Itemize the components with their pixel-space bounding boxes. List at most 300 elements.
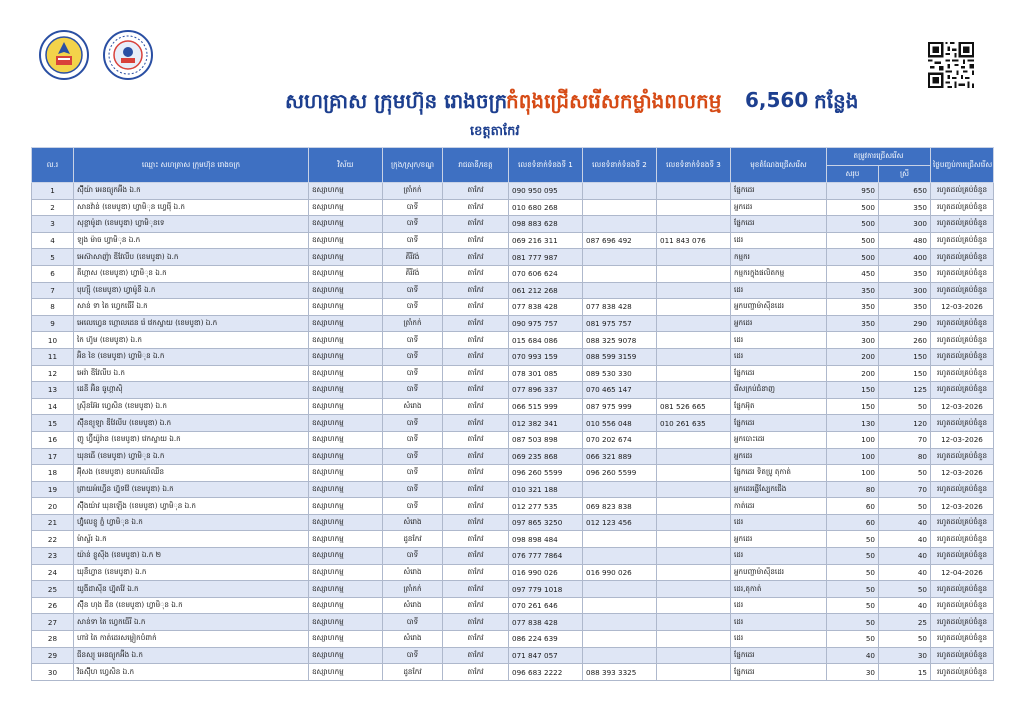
- cell-district: ត្រាំកក់: [383, 581, 443, 598]
- cell-province: តាកែវ: [443, 647, 509, 664]
- cell-deadline: រហូតដល់គ្រប់ចំនួន: [931, 631, 994, 648]
- cell-province: តាកែវ: [443, 581, 509, 598]
- cell-total: 150: [827, 382, 879, 399]
- cell-phone3: [657, 216, 731, 233]
- cell-province: តាកែវ: [443, 365, 509, 382]
- cell-district: បាទី: [383, 232, 443, 249]
- table-row: [32, 199, 994, 216]
- cell-sector: ឧស្សាហកម្ម: [309, 265, 383, 282]
- cell-phone1: 081 777 987: [509, 249, 583, 266]
- qr-code-icon[interactable]: [928, 42, 974, 88]
- cell-deadline: 12-03-2026: [931, 465, 994, 482]
- cell-phone2: 096 260 5599: [583, 465, 657, 482]
- cell-district: បាទី: [383, 614, 443, 631]
- cell-sector: ឧស្សាហកម្ម: [309, 614, 383, 631]
- cell-district: បាទី: [383, 348, 443, 365]
- cell-deadline: រហូតដល់គ្រប់ចំនួន: [931, 647, 994, 664]
- cell-female: 40: [879, 514, 931, 531]
- cell-province: តាកែវ: [443, 282, 509, 299]
- cell-total: 100: [827, 431, 879, 448]
- cell-phone1: 069 235 868: [509, 448, 583, 465]
- title-row: [0, 88, 1024, 116]
- table-row: [32, 448, 994, 465]
- cell-phone2: [583, 614, 657, 631]
- cell-sector: ឧស្សាហកម្ម: [309, 183, 383, 200]
- cell-total: 50: [827, 548, 879, 565]
- cell-province: តាកែវ: [443, 448, 509, 465]
- cell-district: សំរោង: [383, 564, 443, 581]
- cell-phone1: 061 212 268: [509, 282, 583, 299]
- cell-sector: ឧស្សាហកម្ម: [309, 232, 383, 249]
- cell-phone2: 088 393 3325: [583, 664, 657, 681]
- cell-no: 13: [32, 382, 74, 399]
- cell-total: 200: [827, 348, 879, 365]
- cell-sector: ឧស្សាហកម្ម: [309, 448, 383, 465]
- cell-sector: ឧស្សាហកម្ម: [309, 249, 383, 266]
- cell-phone1: 097 865 3250: [509, 514, 583, 531]
- cell-deadline: រហូតដល់គ្រប់ចំនួន: [931, 614, 994, 631]
- cell-name: ម៉ាស្ទ័រ ឯ.ក: [74, 531, 309, 548]
- cell-deadline: រហូតដល់គ្រប់ចំនួន: [931, 199, 994, 216]
- cell-sector: ឧស្សាហកម្ម: [309, 332, 383, 349]
- cell-phone2: [583, 531, 657, 548]
- cell-deadline: រហូតដល់គ្រប់ចំនួន: [931, 597, 994, 614]
- col-header-deadline: ថ្ងៃបញ្ចប់ការជ្រើសរើស: [931, 148, 994, 183]
- cell-district: បាទី: [383, 448, 443, 465]
- cell-deadline: រហូតដល់គ្រប់ចំនួន: [931, 249, 994, 266]
- cell-position: អ្នកដេរ: [731, 448, 827, 465]
- cell-sector: ឧស្សាហកម្ម: [309, 597, 383, 614]
- cell-district: បាទី: [383, 199, 443, 216]
- cell-sector: ឧស្សាហកម្ម: [309, 465, 383, 482]
- col-header-total: សរុប: [827, 166, 879, 183]
- cell-province: តាកែវ: [443, 398, 509, 415]
- cell-female: 50: [879, 498, 931, 515]
- cell-no: 18: [32, 465, 74, 482]
- cell-province: តាកែវ: [443, 614, 509, 631]
- cell-phone1: 066 515 999: [509, 398, 583, 415]
- table-row: [32, 282, 994, 299]
- cell-district: បាទី: [383, 647, 443, 664]
- cell-province: តាកែវ: [443, 664, 509, 681]
- cell-phone1: 097 779 1018: [509, 581, 583, 598]
- table-row: [32, 614, 994, 631]
- cell-deadline: រហូតដល់គ្រប់ចំនួន: [931, 548, 994, 565]
- cell-district: បាទី: [383, 282, 443, 299]
- cell-deadline: 12-03-2026: [931, 498, 994, 515]
- cell-name: វិធស៊ុីហ ហ្វេសិន ឯ.ក: [74, 664, 309, 681]
- cell-phone3: [657, 548, 731, 565]
- cell-no: 19: [32, 481, 74, 498]
- cell-no: 25: [32, 581, 74, 598]
- table-row: [32, 398, 994, 415]
- cell-district: ដូនកែវ: [383, 664, 443, 681]
- cell-position: អ្នកដេរ: [731, 531, 827, 548]
- cell-name: ឃុនធើ (ខេមបូឌា) ហ្វាមិុន ឯ.ក: [74, 448, 309, 465]
- cell-no: 29: [32, 647, 74, 664]
- cell-no: 11: [32, 348, 74, 365]
- cell-province: តាកែវ: [443, 183, 509, 200]
- cell-name: យ៉ាន់ ខ្លូស៊ីង (ខេមបូឌា) ឯ.ក ២: [74, 548, 309, 565]
- cell-phone3: [657, 315, 731, 332]
- table-row: [32, 664, 994, 681]
- cell-phone1: 096 683 2222: [509, 664, 583, 681]
- cell-province: តាកែវ: [443, 631, 509, 648]
- cell-phone1: 015 684 086: [509, 332, 583, 349]
- cell-total: 100: [827, 465, 879, 482]
- cell-total: 500: [827, 232, 879, 249]
- cell-total: 150: [827, 398, 879, 415]
- cell-name: អ៊ិន ខៃ (ខេមបូឌា) ហ្វាមិុន ឯ.ក: [74, 348, 309, 365]
- cell-phone3: [657, 481, 731, 498]
- cell-name: ស៊ុីន ហុង ជីន (ខេមបូឌា) ហ្វាមិុន ឯ.ក: [74, 597, 309, 614]
- cell-deadline: រហូតដល់គ្រប់ចំនួន: [931, 514, 994, 531]
- cell-deadline: រហូតដល់គ្រប់ចំនួន: [931, 481, 994, 498]
- cell-no: 14: [32, 398, 74, 415]
- cell-position: ផ្នែកអ៊ុត: [731, 398, 827, 415]
- cell-phone1: 016 990 026: [509, 564, 583, 581]
- cell-phone2: 089 530 330: [583, 365, 657, 382]
- cell-phone2: 070 465 147: [583, 382, 657, 399]
- col-header-female: ស្រី: [879, 166, 931, 183]
- cell-phone2: [583, 548, 657, 565]
- cell-no: 21: [32, 514, 74, 531]
- ministry-logo-icon: [39, 30, 89, 80]
- cell-position: កាត់ដេរ: [731, 498, 827, 515]
- cell-phone2: 088 325 9078: [583, 332, 657, 349]
- cell-phone2: [583, 282, 657, 299]
- cell-no: 30: [32, 664, 74, 681]
- cell-district: បាទី: [383, 481, 443, 498]
- cell-deadline: រហូតដល់គ្រប់ចំនួន: [931, 382, 994, 399]
- cell-province: តាកែវ: [443, 465, 509, 482]
- cell-province: តាកែវ: [443, 514, 509, 531]
- cell-female: 50: [879, 581, 931, 598]
- cell-phone2: 088 599 3159: [583, 348, 657, 365]
- cell-female: 300: [879, 282, 931, 299]
- cell-no: 24: [32, 564, 74, 581]
- cell-no: 8: [32, 299, 74, 316]
- cell-position: ដេរ,តុកាត់: [731, 581, 827, 598]
- cell-phone3: [657, 614, 731, 631]
- cell-female: 80: [879, 448, 931, 465]
- cell-phone2: 010 556 048: [583, 415, 657, 432]
- cell-position: អ្នកដេរ: [731, 315, 827, 332]
- cell-no: 26: [32, 597, 74, 614]
- cell-phone2: [583, 265, 657, 282]
- cell-province: តាកែវ: [443, 315, 509, 332]
- cell-female: 120: [879, 415, 931, 432]
- cell-phone2: [583, 199, 657, 216]
- page-title-recruiting: កំពុងជ្រើសរើសកម្លាំងពលកម្ម: [506, 89, 722, 113]
- table-row: [32, 265, 994, 282]
- cell-total: 500: [827, 216, 879, 233]
- cell-phone1: 070 606 624: [509, 265, 583, 282]
- cell-position: អ្នកដេរ: [731, 199, 827, 216]
- cell-phone1: 098 883 628: [509, 216, 583, 233]
- cell-name: ញូ ហ្វ៊ីយ៉ូរ៉ាន (ខេមបូឌា) វេកស្ទាយ ឯ.ក: [74, 431, 309, 448]
- table-body: [32, 183, 994, 681]
- cell-phone3: [657, 647, 731, 664]
- cell-phone2: 087 696 492: [583, 232, 657, 249]
- cell-sector: ឧស្សាហកម្ម: [309, 631, 383, 648]
- cell-female: 40: [879, 564, 931, 581]
- cell-no: 15: [32, 415, 74, 432]
- cell-female: 650: [879, 183, 931, 200]
- cell-deadline: 12-03-2026: [931, 431, 994, 448]
- table-row: [32, 631, 994, 648]
- cell-phone3: 081 526 665: [657, 398, 731, 415]
- cell-position: ដេរ: [731, 332, 827, 349]
- cell-total: 100: [827, 448, 879, 465]
- cell-name: អេរ៉ា ឌីវែលីប ឯ.ក: [74, 365, 309, 382]
- col-header-sector: វិស័យ: [309, 148, 383, 183]
- cell-phone2: [583, 216, 657, 233]
- col-header-needed: តម្រូវការជ្រើសរើស: [827, 148, 931, 166]
- cell-district: បាទី: [383, 548, 443, 565]
- cell-deadline: រហូតដល់គ្រប់ចំនួន: [931, 365, 994, 382]
- cell-province: តាកែវ: [443, 232, 509, 249]
- cell-phone3: [657, 282, 731, 299]
- cell-district: បាទី: [383, 365, 443, 382]
- cell-position: ផ្នែកដេរ: [731, 647, 827, 664]
- cell-total: 50: [827, 581, 879, 598]
- cell-female: 150: [879, 365, 931, 382]
- cell-position: កម្មករ: [731, 249, 827, 266]
- positions-unit: កន្លែង: [814, 89, 859, 113]
- cell-no: 12: [32, 365, 74, 382]
- cell-name: សានវ៉ាន់ (ខេមបូឌា) ហ្វាមិុន ហ្វេរ៉ើ ឯ.ក: [74, 199, 309, 216]
- cell-total: 50: [827, 614, 879, 631]
- cell-deadline: រហូតដល់គ្រប់ចំនួន: [931, 664, 994, 681]
- cell-total: 200: [827, 365, 879, 382]
- cell-name: យូងីដាស៊ីន ហ្វ៊ុតវ៉ែ ឯ.ក: [74, 581, 309, 598]
- table-row: [32, 332, 994, 349]
- cell-name: សាន់ ទា តៃ ហ្វេកធើរី ឯ.ក: [74, 299, 309, 316]
- col-header-phone2: លេខទំនាក់ទំនងទី 2: [583, 148, 657, 183]
- cell-district: គីរីវង់: [383, 249, 443, 266]
- cell-district: ត្រាំកក់: [383, 315, 443, 332]
- cell-sector: ឧស្សាហកម្ម: [309, 664, 383, 681]
- cell-phone3: [657, 249, 731, 266]
- cell-position: អ្នកបញ្ជាម៉ាស៊ីនដេរ: [731, 299, 827, 316]
- cell-deadline: រហូតដល់គ្រប់ចំនួន: [931, 448, 994, 465]
- cell-no: 6: [32, 265, 74, 282]
- cell-no: 22: [32, 531, 74, 548]
- cell-phone3: [657, 183, 731, 200]
- cell-phone2: 012 123 456: [583, 514, 657, 531]
- table-row: [32, 249, 994, 266]
- cell-province: តាកែវ: [443, 332, 509, 349]
- cell-phone1: 086 224 639: [509, 631, 583, 648]
- cell-phone2: [583, 183, 657, 200]
- cell-province: តាកែវ: [443, 531, 509, 548]
- cell-name: ឡុង ម៉ាច ហ្វាមិុន ឯ.ក: [74, 232, 309, 249]
- cell-phone1: 012 382 341: [509, 415, 583, 432]
- cell-sector: ឧស្សាហកម្ម: [309, 415, 383, 432]
- cell-phone1: 098 898 484: [509, 531, 583, 548]
- cell-name: សុខ្ទាម៉ូដា (ខេមបូឌា) ហ្វាមិុនទេ: [74, 216, 309, 233]
- col-header-no: ល.រ: [32, 148, 74, 183]
- cell-female: 50: [879, 398, 931, 415]
- cell-sector: ឧស្សាហកម្ម: [309, 431, 383, 448]
- job-openings-table: [31, 147, 994, 681]
- cell-district: បាទី: [383, 299, 443, 316]
- cell-total: 60: [827, 514, 879, 531]
- cell-no: 7: [32, 282, 74, 299]
- cell-province: តាកែវ: [443, 249, 509, 266]
- cell-province: តាកែវ: [443, 415, 509, 432]
- cell-position: ផ្នែកដេរ: [731, 415, 827, 432]
- table-row: [32, 581, 994, 598]
- cell-district: សំរោង: [383, 398, 443, 415]
- cell-name: ស្រ៊ីនអ៊ែរ ហ្វេសិន (ខេមបូឌា) ឯ.ក: [74, 398, 309, 415]
- cell-position: ដេរ: [731, 597, 827, 614]
- cell-phone2: 077 838 428: [583, 299, 657, 316]
- cell-female: 400: [879, 249, 931, 266]
- table-row: [32, 348, 994, 365]
- cell-phone1: 090 975 757: [509, 315, 583, 332]
- cell-female: 25: [879, 614, 931, 631]
- cell-name: កៃ ហ៊ូម (ខេមបូឌា) ឯ.ក: [74, 332, 309, 349]
- table-row: [32, 564, 994, 581]
- cell-female: 350: [879, 299, 931, 316]
- cell-female: 70: [879, 431, 931, 448]
- cell-name: ព្រាយអ៉ហ្វើន ហ្វ៊ុទវ៉ែ (ខេមបូឌា) ឯ.ក: [74, 481, 309, 498]
- cell-district: សំរោង: [383, 597, 443, 614]
- agency-logo-icon: [103, 30, 153, 80]
- cell-name: ស៊ុីយ៉ា អេនធ្យូកអ៊ីង ឯ.ក: [74, 183, 309, 200]
- cell-female: 15: [879, 664, 931, 681]
- cell-district: បាទី: [383, 498, 443, 515]
- cell-total: 350: [827, 315, 879, 332]
- cell-total: 350: [827, 282, 879, 299]
- cell-position: ផ្នែកដេរ ទិតប្រូ តុកាត់: [731, 465, 827, 482]
- table-row: [32, 465, 994, 482]
- cell-sector: ឧស្សាហកម្ម: [309, 315, 383, 332]
- cell-no: 17: [32, 448, 74, 465]
- cell-position: ដេរ: [731, 282, 827, 299]
- cell-phone1: 076 777 7864: [509, 548, 583, 565]
- cell-position: ដេរ: [731, 232, 827, 249]
- table-row: [32, 415, 994, 432]
- col-header-district: ក្រុង/ស្រុក/ខណ្ឌ: [383, 148, 443, 183]
- cell-phone3: [657, 332, 731, 349]
- cell-phone1: 090 950 095: [509, 183, 583, 200]
- table-row: [32, 548, 994, 565]
- cell-female: 40: [879, 597, 931, 614]
- cell-female: 350: [879, 199, 931, 216]
- table-row: [32, 232, 994, 249]
- cell-deadline: រហូតដល់គ្រប់ចំនួន: [931, 265, 994, 282]
- cell-phone1: 070 261 646: [509, 597, 583, 614]
- cell-sector: ឧស្សាហកម្ម: [309, 531, 383, 548]
- table-row: [32, 514, 994, 531]
- cell-position: អ្នកដេរផ្លើស្បែកជើង: [731, 481, 827, 498]
- cell-total: 30: [827, 664, 879, 681]
- cell-phone2: 070 202 674: [583, 431, 657, 448]
- cell-no: 5: [32, 249, 74, 266]
- table-row: [32, 216, 994, 233]
- cell-position: ដេរ: [731, 348, 827, 365]
- table-row: [32, 481, 994, 498]
- col-header-phone3: លេខទំនាក់ទំនងទី 3: [657, 148, 731, 183]
- cell-phone1: 010 321 188: [509, 481, 583, 498]
- table-row: [32, 299, 994, 316]
- cell-sector: ឧស្សាហកម្ម: [309, 282, 383, 299]
- cell-name: អ៊ុីសង (ខេមបូឌា) ឧបករណ៍ឈីន: [74, 465, 309, 482]
- cell-name: គីហ្គាស (ខេមបូឌា) ហ្វាមិុន ឯ.ក: [74, 265, 309, 282]
- cell-deadline: រហូតដល់គ្រប់ចំនួន: [931, 315, 994, 332]
- cell-phone1: 069 216 311: [509, 232, 583, 249]
- cell-no: 4: [32, 232, 74, 249]
- cell-phone3: [657, 448, 731, 465]
- cell-position: ផ្នែកដេរ: [731, 365, 827, 382]
- cell-position: អ្នកបញ្ជាម៉ាស៊ីនដេរ: [731, 564, 827, 581]
- cell-deadline: 12-04-2026: [931, 564, 994, 581]
- cell-phone2: [583, 597, 657, 614]
- col-header-position: មុខតំណែងជ្រើសរើស: [731, 148, 827, 183]
- cell-province: តាកែវ: [443, 216, 509, 233]
- cell-phone2: [583, 631, 657, 648]
- table-row: [32, 498, 994, 515]
- cell-no: 9: [32, 315, 74, 332]
- cell-phone2: [583, 249, 657, 266]
- cell-phone3: [657, 597, 731, 614]
- cell-total: 950: [827, 183, 879, 200]
- cell-no: 23: [32, 548, 74, 565]
- cell-province: តាកែវ: [443, 431, 509, 448]
- cell-sector: ឧស្សាហកម្ម: [309, 199, 383, 216]
- cell-sector: ឧស្សាហកម្ម: [309, 581, 383, 598]
- cell-no: 1: [32, 183, 74, 200]
- cell-name: ឃុនឹហ្វាន (ខេមបូឌា) ឯ.ក: [74, 564, 309, 581]
- cell-total: 350: [827, 299, 879, 316]
- cell-position: ផ្នែកដេរ: [731, 183, 827, 200]
- table-row: [32, 647, 994, 664]
- cell-sector: ឧស្សាហកម្ម: [309, 216, 383, 233]
- cell-total: 40: [827, 647, 879, 664]
- cell-total: 450: [827, 265, 879, 282]
- cell-no: 2: [32, 199, 74, 216]
- cell-phone2: 087 975 999: [583, 398, 657, 415]
- cell-position: អ្នកបោះដេរ: [731, 431, 827, 448]
- cell-deadline: រហូតដល់គ្រប់ចំនួន: [931, 348, 994, 365]
- cell-total: 50: [827, 531, 879, 548]
- cell-female: 40: [879, 548, 931, 565]
- cell-phone1: 012 277 535: [509, 498, 583, 515]
- cell-female: 50: [879, 465, 931, 482]
- cell-phone1: 077 838 428: [509, 299, 583, 316]
- cell-district: ដូនកែវ: [383, 531, 443, 548]
- cell-total: 300: [827, 332, 879, 349]
- cell-province: តាកែវ: [443, 265, 509, 282]
- table-row: [32, 597, 994, 614]
- cell-sector: ឧស្សាហកម្ម: [309, 498, 383, 515]
- cell-sector: ឧស្សាហកម្ម: [309, 514, 383, 531]
- cell-phone3: 011 843 076: [657, 232, 731, 249]
- cell-sector: ឧស្សាហកម្ម: [309, 398, 383, 415]
- cell-phone3: [657, 581, 731, 598]
- cell-no: 10: [32, 332, 74, 349]
- cell-phone3: [657, 564, 731, 581]
- cell-phone3: [657, 664, 731, 681]
- cell-district: ត្រាំកក់: [383, 183, 443, 200]
- cell-deadline: រហូតដល់គ្រប់ចំនួន: [931, 232, 994, 249]
- cell-phone2: 081 975 757: [583, 315, 657, 332]
- cell-female: 125: [879, 382, 931, 399]
- cell-phone3: [657, 498, 731, 515]
